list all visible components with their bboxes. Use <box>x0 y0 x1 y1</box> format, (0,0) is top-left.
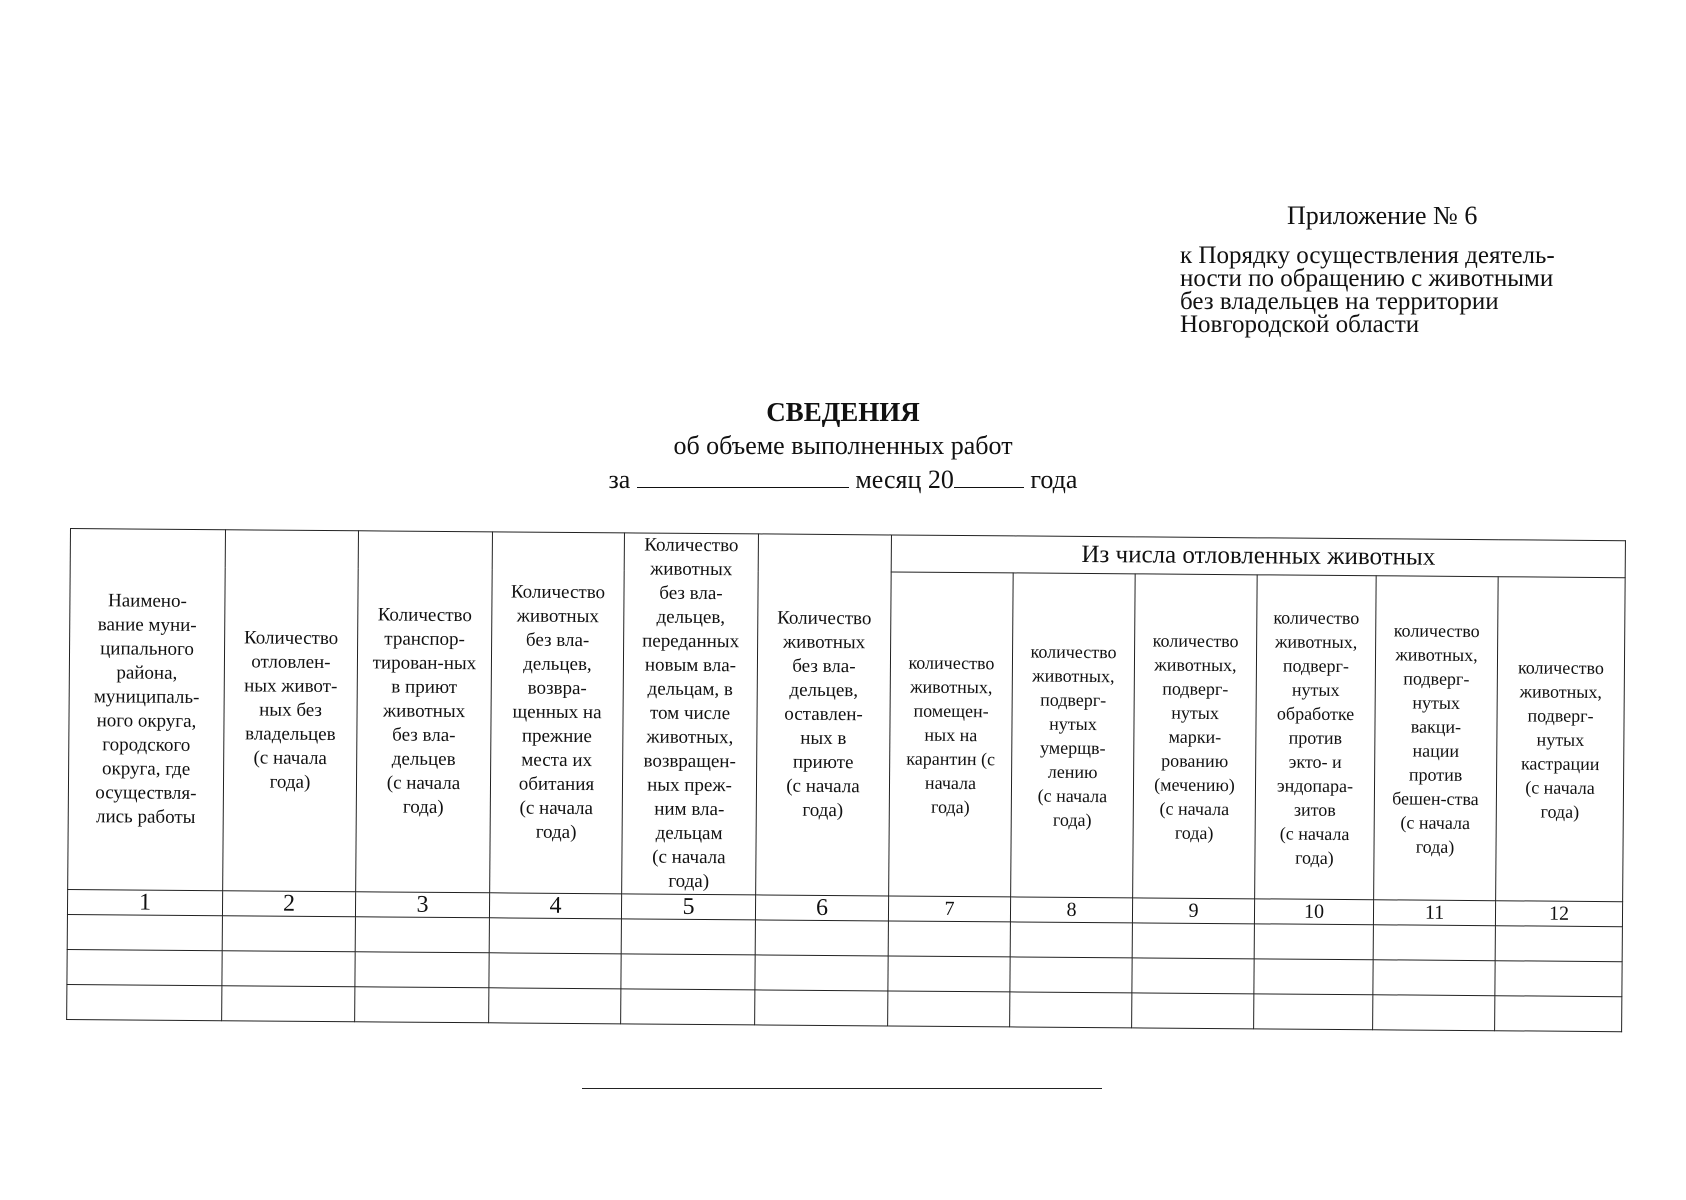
column-header-line: том числе <box>649 702 731 725</box>
table-cell[interactable] <box>1010 922 1132 958</box>
column-header-line: года) <box>930 796 970 817</box>
appendix-line: к Порядку осуществления деятель- <box>1180 242 1555 269</box>
column-header-line: лению <box>1047 761 1098 782</box>
column-header <box>622 533 759 895</box>
table-cell[interactable] <box>888 991 1010 1027</box>
column-header-line: подверг- <box>1282 655 1350 676</box>
column-header-line: животных, <box>1519 680 1603 702</box>
table-cell[interactable] <box>888 921 1010 957</box>
column-header-line: года) <box>402 796 444 818</box>
appendix-line: Новгородской области <box>1180 311 1420 338</box>
column-header-line: бешен-ства <box>1392 787 1479 809</box>
column-header-line: года) <box>269 771 311 793</box>
column-header-line: дельцев, <box>789 679 859 702</box>
column-header-line: года) <box>802 799 844 822</box>
table-cell[interactable] <box>1010 992 1132 1028</box>
table-cell[interactable] <box>1132 958 1254 994</box>
column-header-line: оставлен- <box>784 703 863 726</box>
column-header-line: без вла- <box>659 582 723 605</box>
column-header-line: животных, <box>1395 643 1478 665</box>
table-cell[interactable] <box>1495 926 1622 962</box>
column-header-line: (мечению) <box>1154 774 1235 795</box>
column-header-line: животных, <box>1274 630 1358 652</box>
column-header-line: животных <box>650 558 733 581</box>
column-header-line: нутых <box>1171 702 1219 723</box>
column-header-line: дельцев <box>391 748 456 771</box>
table-cell[interactable] <box>489 988 621 1024</box>
column-header-line: животных, <box>646 726 734 749</box>
column-header-line: (с начала <box>1279 823 1350 844</box>
column-header-line: без вла- <box>525 629 590 652</box>
appendix-block <box>1180 200 1600 336</box>
column-header-line: экто- и <box>1288 751 1342 772</box>
table-cell[interactable] <box>222 986 355 1022</box>
column-header-line: дельцам, в <box>647 678 734 701</box>
column-header-line: животных, <box>910 676 993 697</box>
column-header-line: ним вла- <box>654 798 725 821</box>
column-header-line: зитов <box>1293 799 1336 820</box>
table-cell[interactable] <box>1132 923 1254 959</box>
column-index: 11 <box>1373 900 1495 926</box>
column-header-line: количество <box>1030 641 1117 662</box>
column-header-line: Количество <box>644 534 739 557</box>
column-header-line: Количество <box>777 607 872 630</box>
column-header-line: карантин (с <box>906 748 996 769</box>
column-header-line: (с начала <box>253 747 327 770</box>
column-header-line: кастрации <box>1520 752 1600 774</box>
column-header <box>1374 576 1499 901</box>
column-header-line: новым вла- <box>644 654 737 677</box>
column-header-line: округа, где <box>101 758 191 780</box>
column-header-line: отловлен- <box>251 651 331 674</box>
column-header-line: умерщв- <box>1039 737 1106 758</box>
column-header-line: Количество <box>510 581 606 604</box>
column-index: 7 <box>888 896 1010 922</box>
table-cell[interactable] <box>1254 959 1373 995</box>
column-header-line: владельцев <box>245 723 336 746</box>
column-header-line: животных <box>782 631 866 654</box>
column-header-line: года) <box>1540 801 1580 822</box>
column-header-line: животных <box>516 605 599 628</box>
column-index: 5 <box>621 894 755 920</box>
column-header-line: (с начала <box>1037 785 1108 806</box>
column-header-line: транспор- <box>384 628 465 651</box>
table-cell[interactable] <box>222 951 355 987</box>
column-header-line: тирован-ных <box>372 652 477 675</box>
column-header-line: Наимено- <box>107 590 187 612</box>
reporting-period <box>0 463 1686 497</box>
table-cell[interactable] <box>1132 993 1254 1029</box>
column-header-line: количество <box>1152 630 1239 651</box>
column-header-line: животных, <box>1032 665 1115 686</box>
column-header-line: ных без <box>259 699 323 721</box>
column-header-line: животных, <box>1154 654 1237 675</box>
table-cell[interactable] <box>1495 996 1622 1032</box>
table-cell[interactable] <box>489 918 621 954</box>
column-header-line: подверг- <box>1040 689 1107 710</box>
column-index: 1 <box>67 889 222 915</box>
table-cell[interactable] <box>755 990 888 1026</box>
header-row-main <box>70 529 1625 578</box>
table-cell[interactable] <box>755 955 888 991</box>
table-cell[interactable] <box>222 916 355 952</box>
column-index: 4 <box>489 893 621 919</box>
column-header-line: ного округа, <box>96 710 197 732</box>
column-header <box>756 534 892 896</box>
table-cell[interactable] <box>1373 995 1495 1031</box>
column-header-line: (с начала <box>652 846 726 869</box>
group-header: Из числа отловленных животных <box>891 535 1625 578</box>
column-header <box>1133 574 1258 899</box>
column-header-line: (с начала <box>786 775 860 798</box>
table-cell[interactable] <box>355 917 489 953</box>
column-header <box>490 532 625 894</box>
column-header-line: эндопара- <box>1276 774 1354 796</box>
column-header-line: переданных <box>642 630 740 653</box>
column-header-line: рованию <box>1161 750 1229 771</box>
column-header-line: в приют <box>391 676 458 699</box>
column-header-line: против <box>1288 727 1343 748</box>
column-header <box>356 531 493 893</box>
table-cell[interactable] <box>67 984 222 1020</box>
column-header-line: места их <box>521 749 593 772</box>
column-header-line: обработке <box>1276 702 1355 724</box>
column-header-line: помещен- <box>913 700 989 721</box>
column-header-line: (с начала <box>1525 776 1595 798</box>
column-index: 8 <box>1010 897 1132 923</box>
column-header-line: года) <box>535 821 577 843</box>
appendix-description <box>1180 244 1600 336</box>
column-header-line: начала <box>924 772 977 793</box>
column-header <box>1255 575 1377 900</box>
column-header <box>1011 573 1136 898</box>
column-header-line: года) <box>1052 809 1092 830</box>
period-prefix: за <box>608 465 631 494</box>
table-cell[interactable] <box>1254 994 1373 1030</box>
column-header-line: года) <box>1174 822 1214 843</box>
document-title-block <box>0 395 1686 497</box>
column-header-line: года) <box>668 870 710 893</box>
table-cell[interactable] <box>67 949 222 985</box>
column-header-line: ных живот- <box>244 675 338 698</box>
table-cell[interactable] <box>1373 960 1495 996</box>
column-header <box>1496 577 1626 902</box>
column-header-line: лись работы <box>95 806 196 828</box>
column-header-line: года) <box>1295 847 1334 868</box>
column-header-line: дельцев, <box>656 606 726 629</box>
column-header-line: против <box>1408 764 1463 785</box>
column-header-line: марки- <box>1168 726 1222 747</box>
column-header-line: (с начала <box>519 797 594 820</box>
column-header-line: вание муни- <box>97 614 197 636</box>
column-header-line: подверг- <box>1527 704 1594 726</box>
document-subtitle: об объеме выполненных работ <box>673 431 1013 460</box>
column-header-line: нутых <box>1412 692 1461 713</box>
column-header-line: ципального <box>100 638 195 660</box>
column-header-line: количество <box>908 652 995 673</box>
column-index: 2 <box>222 891 355 917</box>
column-header <box>223 530 359 892</box>
year-blank-field[interactable] <box>954 487 1024 488</box>
table-cell[interactable] <box>755 920 888 956</box>
table-cell[interactable] <box>489 953 621 989</box>
column-index: 6 <box>755 895 888 921</box>
column-header-line: ных в <box>800 727 847 750</box>
period-suffix: года <box>1030 465 1078 494</box>
table-cell[interactable] <box>621 919 755 955</box>
column-header <box>889 572 1014 897</box>
month-blank-field[interactable] <box>637 487 849 488</box>
column-header-line: (с начала <box>1400 811 1471 833</box>
column-header-line: дельцам <box>655 822 723 845</box>
column-header-line: подверг- <box>1162 678 1229 699</box>
column-index: 12 <box>1495 901 1622 927</box>
column-header-line: района, <box>116 662 178 684</box>
column-header-line: возвращен- <box>643 750 736 773</box>
column-header-line: без вла- <box>392 724 456 747</box>
table-cell[interactable] <box>355 952 489 988</box>
column-header-line: осуществля- <box>95 782 197 805</box>
table-cell[interactable] <box>1373 925 1495 961</box>
column-header-line: приюте <box>792 751 854 774</box>
table-cell[interactable] <box>1254 924 1373 960</box>
column-header-line: нутых <box>1536 729 1585 750</box>
column-header-line: нутых <box>1291 679 1340 700</box>
table-cell[interactable] <box>888 956 1010 992</box>
column-header-line: количество <box>1517 656 1605 678</box>
column-header-line: Количество <box>243 627 339 650</box>
column-header-line: количество <box>1273 606 1360 628</box>
table-cell[interactable] <box>67 914 222 950</box>
column-header-line: возвра- <box>527 677 587 700</box>
column-index: 10 <box>1254 899 1373 925</box>
appendix-line: ности по обращению с животными <box>1180 265 1554 292</box>
document-title: СВЕДЕНИЯ <box>766 397 920 427</box>
column-header-line: муниципаль- <box>93 686 200 709</box>
appendix-line: без владельцев на территории <box>1180 288 1499 315</box>
column-index: 3 <box>355 892 489 918</box>
report-table <box>66 528 1626 1032</box>
column-header-line: без вла- <box>792 655 856 678</box>
column-header-line: щенных на <box>512 701 602 724</box>
column-index: 9 <box>1132 898 1254 924</box>
table-cell[interactable] <box>1010 957 1132 993</box>
column-header-line: прежние <box>521 725 592 748</box>
column-header-line: городского <box>102 734 191 756</box>
column-header-line: (с начала <box>386 772 461 795</box>
column-header-line: количество <box>1393 619 1480 641</box>
column-header-line: года) <box>1415 836 1455 857</box>
table-cell[interactable] <box>621 954 755 990</box>
column-header-line: животных <box>382 700 466 723</box>
column-header-line: нации <box>1412 740 1460 761</box>
table-cell[interactable] <box>621 989 755 1025</box>
column-header-line: вакци- <box>1410 716 1462 737</box>
signature-line <box>582 1088 1102 1089</box>
appendix-number: Приложение № 6 <box>1287 201 1478 230</box>
table-cell[interactable] <box>1495 961 1622 997</box>
column-header-line: Количество <box>377 604 472 627</box>
column-header-line: (с начала <box>1159 798 1230 819</box>
column-header-line: нутых <box>1049 713 1097 734</box>
column-header-line: подверг- <box>1403 667 1470 689</box>
column-header-line: ных на <box>924 724 978 745</box>
column-header <box>68 529 226 891</box>
column-header-line: обитания <box>518 773 595 796</box>
column-header-line: дельцев, <box>523 653 592 676</box>
table-cell[interactable] <box>355 987 489 1023</box>
period-middle: месяц 20 <box>855 465 954 494</box>
column-header-line: ных преж- <box>647 774 732 797</box>
